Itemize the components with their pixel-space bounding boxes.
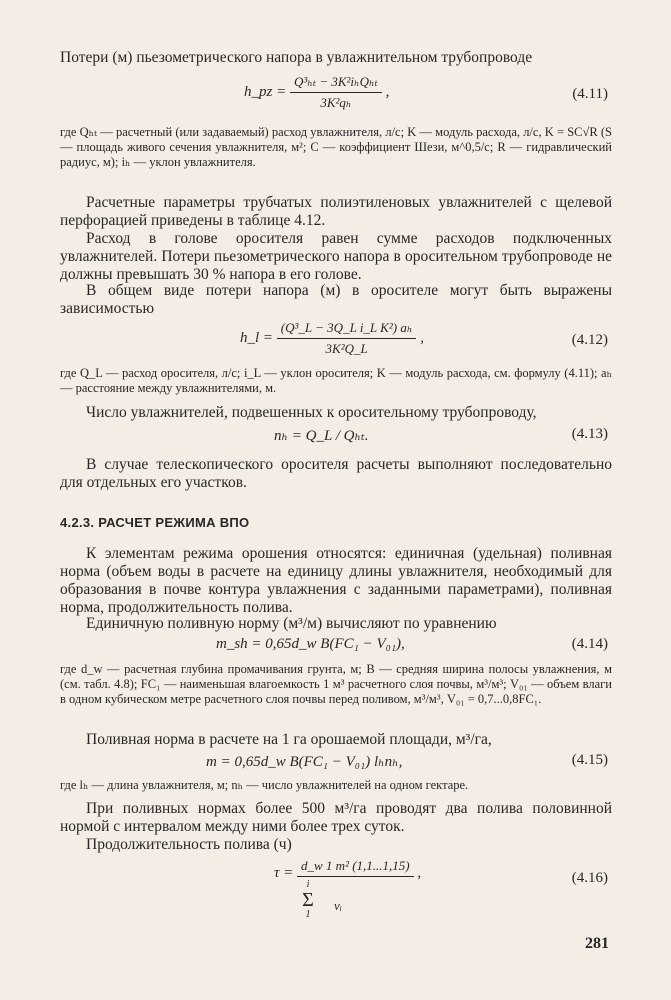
equation-numerator: d_w 1 m² (1,1...1,15) [297, 858, 414, 877]
equation-formula: m_sh = 0,65d_w B(FC₁ − V₀₁), [216, 636, 405, 652]
definition-4-12: где Q_L — расход оросителя, л/с; i_L — уклон оросителя; K — модуль расхода, см. формулу (4.11); aₕ — расстояние между увлажнителями, м. [60, 366, 612, 395]
summation-denominator [288, 880, 328, 920]
intro-paragraph: Потери (м) пьезометрического напора в увлажнительном трубопроводе [60, 49, 533, 66]
equation-4-11: h_pz = $\frac{\text{Q³ₕₜ − 3K²iₕQₕₜ}}{\text{3K²qₕ}}$ , (4.11) [244, 74, 608, 110]
equation-numerator: (Q³_L − 3Q_L i_L K²) aₕ [277, 320, 417, 339]
equation-lhs: τ = [274, 865, 294, 881]
count-paragraph: Число увлажнителей, подвешенных к оросительному трубопроводу, [86, 404, 537, 421]
general-loss-paragraph: В общем виде потери напора (м) в оросителе могут быть выражены зависимостью [60, 282, 612, 317]
sum-term: vᵢ [334, 898, 342, 913]
equation-lhs: h_l = [240, 330, 274, 346]
equation-4-12: h_l = $\frac{\text{(Q³\_L − 3Q\_L i\_L K²) aₕ}}{\text{3K²Q\_L}}$ , (4.12) [240, 320, 608, 356]
equation-formula: m = 0,65d_w B(FC₁ − V₀₁) lₕnₕ, [206, 754, 403, 770]
definition-4-14: где d_w — расчетная глубина промачивания грунта, м; B — средняя ширина полосы увлажнения, м (см. табл. 4.8); FC₁ — наименьшая влагоемкость 1 м³ расчетного слоя почвы, м³/м³; V₀₁ — объем влаги в одном кубическом метре расчетного слоя почвы перед поливом, м³/м³, V₀₁ = 0,7...0,8FC₁. [60, 662, 612, 706]
equation-4-16: τ = d_w 1 m² (1,1...1,15) , (4.16) [274, 858, 608, 886]
two-irrigations-paragraph: При поливных нормах более 500 м³/га проводят два полива половинной нормой с интервалом между ними более трех суток. [60, 800, 612, 835]
equation-4-14 [60, 634, 612, 658]
equation-number: (4.13) [571, 426, 608, 442]
duration-paragraph: Продолжительность полива (ч) [86, 836, 292, 853]
sum-upper-limit: i [306, 879, 310, 890]
norm-per-hectare-paragraph: Поливная норма в расчете на 1 га орошаемой площади, м³/га, [86, 731, 492, 748]
equation-lhs: h_pz = [244, 84, 287, 100]
equation-number: (4.11) [572, 86, 608, 102]
equation-number: (4.12) [571, 332, 608, 348]
sum-sign: Σ [302, 889, 314, 911]
equation-number: (4.15) [571, 752, 608, 768]
equation-4-15 [60, 750, 612, 774]
unit-norm-paragraph: Единичную поливную норму (м³/м) вычисляют по уравнению [86, 615, 497, 632]
sum-lower-limit: 1 [305, 909, 311, 920]
equation-4-13 [60, 424, 612, 448]
regime-paragraph: К элементам режима орошения относятся: единичная (удельная) поливная норма (объем воды в расчете на единицу длины увлажнителя, необходимый для образования в почве контура увлажнения с заданными параметрами), поливная норма, продолжительность полива. [60, 545, 612, 616]
definition-4-15: где lₕ — длина увлажнителя, м; nₕ — число увлажнителей на одном гектаре. [60, 778, 469, 792]
equation-formula: nₕ = Q_L / Qₕₜ. [274, 428, 369, 444]
equation-number: (4.16) [571, 870, 608, 886]
equation-denominator: 3K²qₕ [320, 95, 352, 110]
telescope-paragraph: В случае телескопического оросителя расчеты выполняют последовательно для отдельных его участков. [60, 456, 612, 491]
equation-denominator: 3K²Q_L [325, 341, 368, 356]
page-number: 281 [585, 935, 609, 952]
table-reference-paragraph: Расчетные параметры трубчатых полиэтиленовых увлажнителей с щелевой перфорацией приведены в таблице 4.12. [60, 194, 612, 229]
equation-numerator: Q³ₕₜ − 3K²iₕQₕₜ [290, 74, 382, 93]
definition-4-11: где Qₕₜ — расчетный (или задаваемый) расход увлажнителя, л/с; K — модуль расхода, л/с, K = SC√R (S — площадь живого сечения увлажнителя, м²; C — коэффициент Шези, м^0,5/с; R — гидравлический радиус, м); iₕ — уклон увлажнителя. [60, 125, 612, 169]
equation-number: (4.14) [571, 636, 608, 652]
section-heading: 4.2.3. РАСЧЕТ РЕЖИМА ВПО [60, 515, 250, 530]
flow-paragraph: Расход в голове оросителя равен сумме расходов подключенных увлажнителей. Потери пьезометрического напора в оросительном трубопроводе не должны превышать 30 % напора в его голове. [60, 230, 612, 283]
